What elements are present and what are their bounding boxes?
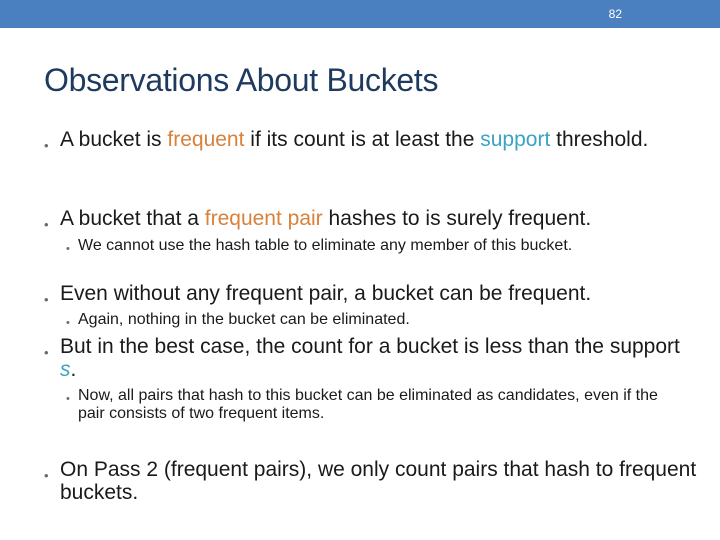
sub-bullet-text: We cannot use the hash table to eliminate any member of this bucket. xyxy=(78,237,573,254)
bullet-text: A bucket is xyxy=(60,128,168,151)
bullet-dot: • xyxy=(44,345,49,360)
bullet-text: hashes to is surely frequent. xyxy=(322,207,592,230)
highlight-support: support xyxy=(480,128,551,151)
bullet-text: But in the best case, the count for a bucket is less than the support xyxy=(60,335,680,358)
bullet-frequent-pair xyxy=(44,207,700,230)
bullet-dot: • xyxy=(66,243,70,255)
sub-bullet-hash-table xyxy=(66,237,678,255)
bullet-pass-2 xyxy=(44,458,700,504)
bullet-text: Even without any frequent pair, a bucket can be frequent. xyxy=(60,282,592,305)
bullet-best-case xyxy=(44,335,700,381)
highlight-frequent-pair: frequent pair xyxy=(204,207,323,230)
bullet-text: threshold. xyxy=(550,128,649,151)
sub-bullet-nothing-eliminated xyxy=(66,311,678,329)
bullet-dot: • xyxy=(44,138,49,153)
bullet-frequent-bucket xyxy=(44,128,700,151)
sub-bullet-text: Again, nothing in the bucket can be eliminated. xyxy=(78,311,410,328)
bullet-dot: • xyxy=(44,292,49,307)
sub-bullet-text: Now, all pairs that hash to this bucket can be eliminated as candidates, even if the pair consists of two frequent items. xyxy=(78,387,658,422)
bullet-dot: • xyxy=(66,393,70,405)
bullet-dot: • xyxy=(66,317,70,329)
slide-title: Observations About Buckets xyxy=(44,62,439,98)
bullet-dot: • xyxy=(44,217,49,232)
highlight-frequent: frequent xyxy=(167,128,245,151)
bullet-text: A bucket that a xyxy=(60,207,205,230)
bullet-text: . xyxy=(70,358,77,381)
highlight-support-s: s xyxy=(60,358,71,381)
bullet-text: On Pass 2 (frequent pairs), we only count pairs that hash to frequent buckets. xyxy=(60,458,697,504)
bullet-without-frequent-pair xyxy=(44,282,700,305)
sub-bullet-eliminate-pairs xyxy=(66,387,678,423)
bullet-dot: • xyxy=(44,468,49,483)
bullet-text: if its count is at least the xyxy=(244,128,481,151)
page-number: 82 xyxy=(608,7,622,21)
